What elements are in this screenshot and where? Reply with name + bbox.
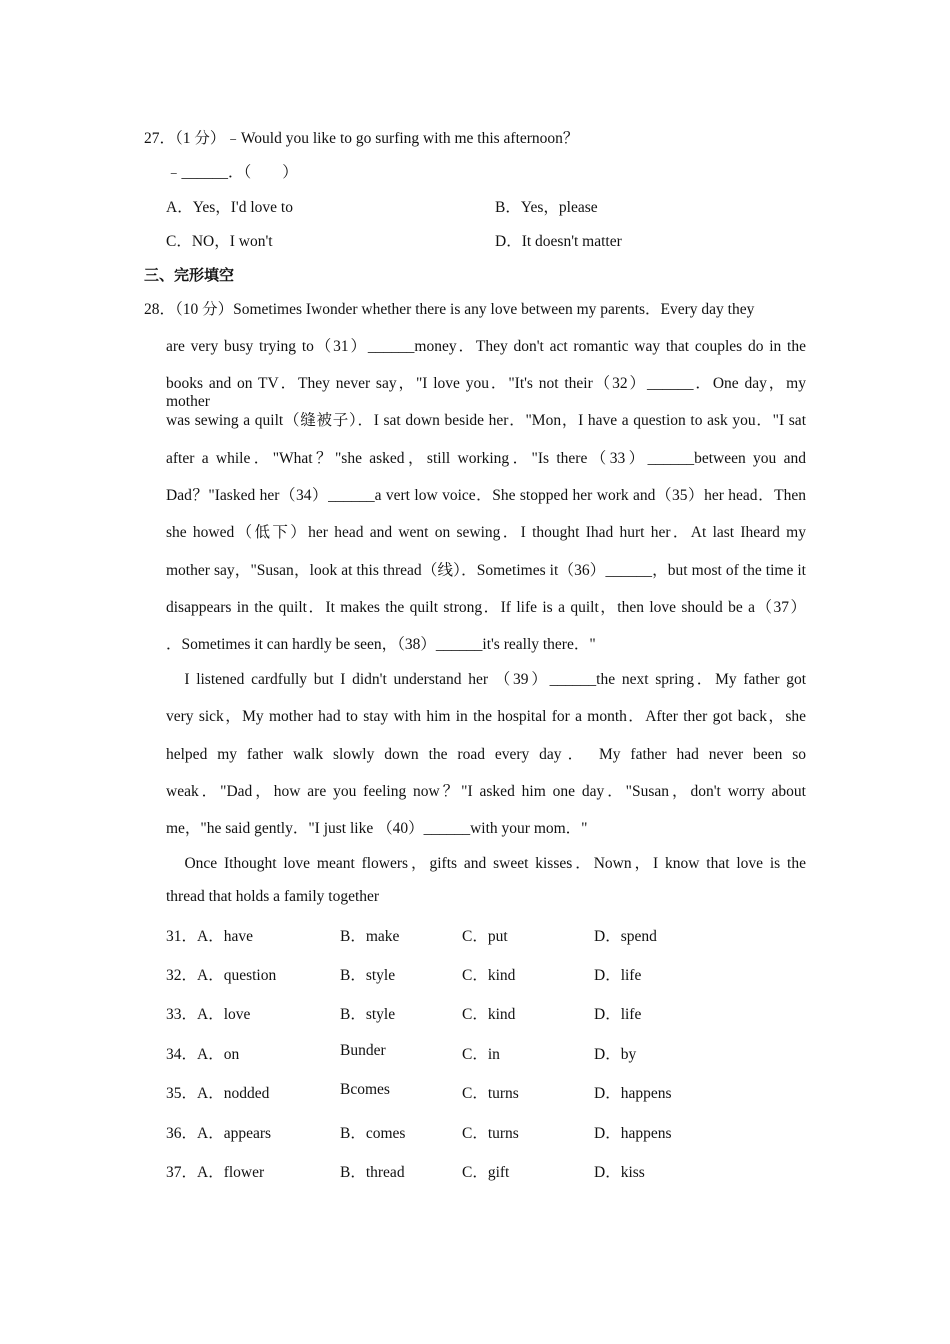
passage-line: very sick，My mother had to stay with him in the hospital for a month．After ther got back，she xyxy=(166,708,806,725)
choice-35-c: C．turns xyxy=(462,1085,519,1102)
passage-line: she howed（低下）her head and went on sewing．I thought Ihad hurt her．At last Iheard my xyxy=(166,524,806,541)
choice-34-d: D．by xyxy=(594,1046,637,1063)
q27-option-d: D．It doesn't matter xyxy=(495,233,622,250)
passage-line: thread that holds a family together xyxy=(166,888,380,905)
q27-option-a: A．Yes，I'd love to xyxy=(166,199,293,216)
passage-line: disappears in the quilt．It makes the quilt strong．If life is a quilt，then love should be a（37） xyxy=(166,599,806,616)
choice-34-a: 34．A．on xyxy=(166,1046,240,1063)
q27-option-c: C．NO，I won't xyxy=(166,233,273,250)
choice-36-b: B．comes xyxy=(340,1125,406,1142)
passage-line: books and on TV．They never say，"I love you．"It's not their（32）______．One day，my mother xyxy=(166,375,806,410)
passage-line: weak．"Dad，how are you feeling now？"I asked him one day．"Susan，don't worry about xyxy=(166,783,806,800)
question-27-stem: 27．（1 分）﹣Would you like to go surfing with me this afternoon？ xyxy=(144,130,579,147)
passage-line: Dad？"Iasked her（34）______a vert low voice．She stopped her work and（35）her head．Then xyxy=(166,487,806,504)
choice-32-d: D．life xyxy=(594,967,642,984)
choice-31-c: C．put xyxy=(462,928,508,945)
choice-36-a: 36．A．appears xyxy=(166,1125,272,1142)
choice-32-a: 32．A．question xyxy=(166,967,277,984)
passage-line: me，"he said gently．"I just like （40）______with your mom．" xyxy=(166,820,588,837)
section-title-cloze: 三、完形填空 xyxy=(144,266,235,284)
passage-line: Once Ithought love meant flowers，gifts and sweet kisses．Nown，I know that love is the xyxy=(166,855,806,872)
passage-line: helped my father walk slowly down the road every day． My father had never been so xyxy=(166,746,806,763)
choice-31-d: D．spend xyxy=(594,928,657,945)
choice-37-c: C．gift xyxy=(462,1164,510,1181)
choice-31-b: B．make xyxy=(340,928,400,945)
passage-line: are very busy trying to（31）______money．They don't act romantic way that couples do in the xyxy=(166,338,806,355)
choice-36-d: D．happens xyxy=(594,1125,672,1142)
choice-32-b: B．style xyxy=(340,967,396,984)
choice-33-c: C．kind xyxy=(462,1006,516,1023)
choice-32-c: C．kind xyxy=(462,967,516,984)
choice-34-c: C．in xyxy=(462,1046,500,1063)
choice-33-d: D．life xyxy=(594,1006,642,1023)
passage-line: mother say，"Susan，look at this thread（线）．Sometimes it（36）______，but most of the time it xyxy=(166,562,806,579)
q27-option-b: B．Yes，please xyxy=(495,199,598,216)
choice-37-d: D．kiss xyxy=(594,1164,645,1181)
passage-line: I listened cardfully but I didn't understand her （39）______the next spring．My father got xyxy=(166,671,806,688)
choice-35-a: 35．A．nodded xyxy=(166,1085,270,1102)
passage-line: ．Sometimes it can hardly be seen，（38）______it's really there．" xyxy=(166,636,596,653)
choice-35-d: D．happens xyxy=(594,1085,672,1102)
choice-36-c: C．turns xyxy=(462,1125,519,1142)
choice-33-a: 33．A．love xyxy=(166,1006,251,1023)
question-28-head: 28．（10 分）Sometimes Iwonder whether there is any love between my parents．Every day they xyxy=(144,301,755,318)
question-27-blank: ﹣______．（ ） xyxy=(166,164,298,181)
passage-line: after a while．"What？"she asked，still working．"Is there（33）______between you and xyxy=(166,450,806,467)
passage-line: was sewing a quilt（缝被子）．I sat down beside her．"Mon，I have a question to ask you．"I sat xyxy=(166,412,806,429)
choice-37-a: 37．A．flower xyxy=(166,1164,265,1181)
choice-33-b: B．style xyxy=(340,1006,396,1023)
choice-35-b: Bcomes xyxy=(340,1081,390,1098)
choice-34-b: Bunder xyxy=(340,1042,386,1059)
choice-37-b: B．thread xyxy=(340,1164,405,1181)
choice-31-a: 31．A．have xyxy=(166,928,253,945)
